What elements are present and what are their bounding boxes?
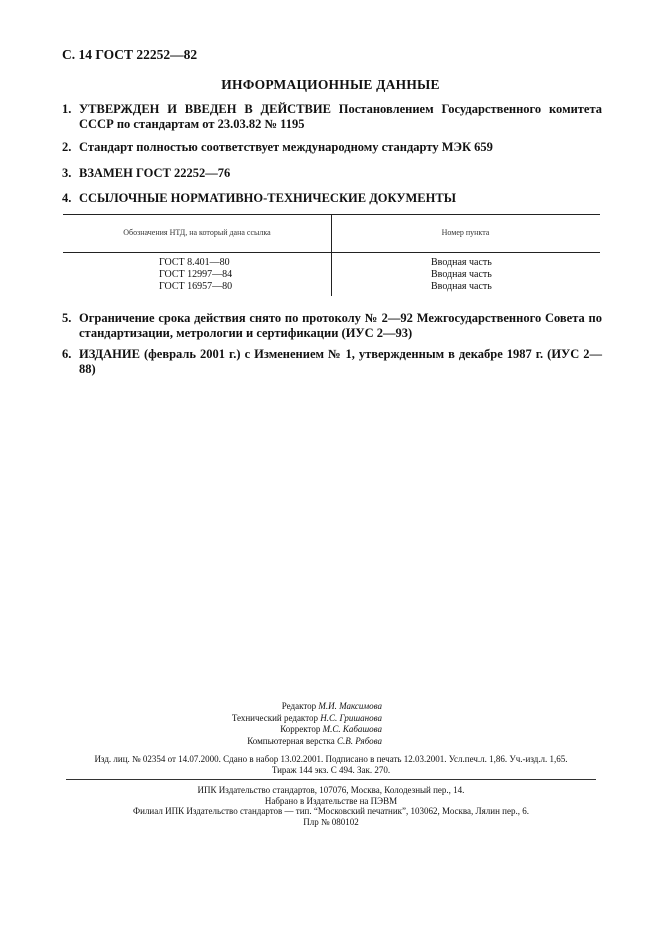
imprint-line-1: Изд. лиц. № 02354 от 14.07.2000. Сдано в набор 13.02.2001. Подписано в печать 12.03.2001. Усл.печ.л. 1,86. Уч.-изд.л. 1,65. (94, 754, 568, 764)
section-title: ИНФОРМАЦИОННЫЕ ДАННЫЕ (221, 77, 440, 92)
item-text (79, 102, 602, 132)
table-header-clause: Номер пункта (441, 228, 490, 237)
item-text (79, 347, 602, 377)
item-number: 4. (62, 191, 72, 205)
credit-role: Компьютерная верстка (247, 735, 335, 746)
publisher-line-1: ИПК Издательство стандартов, 107076, Москва, Колодезный пер., 14. (197, 785, 465, 795)
item-number: 6. (62, 347, 72, 361)
credit-name: Н.С. Гришанова (320, 712, 382, 723)
item-number: 1. (62, 102, 72, 116)
item-text: Стандарт полностью соответствует международному стандарту МЭК 659 (79, 140, 493, 154)
credit-line (160, 736, 500, 748)
item-text: ВЗАМЕН ГОСТ 22252—76 (79, 166, 231, 180)
item-lead: ИЗДАНИЕ (79, 347, 140, 361)
credit-role: Редактор (281, 701, 317, 711)
credit-role: Корректор (280, 724, 321, 734)
table-cell: ГОСТ 12997—84 (159, 269, 233, 280)
item-body: (февраль 2001 г.) с Изменением № 1, утвержденным в декабре 1987 г. (ИУС 2—88) (79, 347, 602, 376)
table-cell: Вводная часть (431, 281, 492, 292)
info-item-1 (62, 102, 602, 132)
table-column-clause (431, 257, 492, 293)
table-column-designation (159, 257, 232, 293)
divider (66, 779, 596, 780)
info-item-4 (62, 191, 602, 206)
publisher-line-3: Филиал ИПК Издательство стандартов — тип. “Московский печатник”, 103062, Москва, Лялин пер., 6. (133, 806, 529, 816)
imprint-line-2: Тираж 144 экз. С 494. Зак. 270. (271, 765, 391, 775)
publisher-line-2: Набрано в Издательстве на ПЭВМ (264, 796, 398, 806)
page-header: С. 14 ГОСТ 22252—82 (62, 47, 198, 62)
reference-table (63, 214, 600, 296)
item-body: Постановлением Государственного комитета СССР по стандартам от 23.03.82 № 1195 (79, 102, 603, 131)
item-lead: УТВЕРЖДЕН И ВВЕДЕН В ДЕЙСТВИЕ (79, 102, 331, 116)
table-cell: ГОСТ 8.401—80 (159, 257, 230, 268)
info-item-6 (62, 347, 602, 377)
item-text: ССЫЛОЧНЫЕ НОРМАТИВНО-ТЕХНИЧЕСКИЕ ДОКУМЕНТЫ (79, 191, 456, 205)
credit-name: М.С. Кабашова (322, 724, 382, 734)
credit-name: М.И. Максимова (318, 701, 382, 711)
credit-role: Технический редактор (231, 712, 319, 723)
editorial-credits (160, 701, 500, 747)
item-number: 5. (62, 311, 72, 325)
publisher-line-4: Плр № 080102 (303, 817, 359, 827)
credit-name: С.В. Рябова (337, 735, 382, 746)
table-cell: Вводная часть (431, 269, 492, 280)
item-number: 2. (62, 140, 72, 154)
info-item-3 (62, 166, 602, 181)
info-item-5 (62, 311, 602, 341)
credit-line (160, 701, 500, 713)
table-cell: ГОСТ 16957—80 (159, 281, 233, 292)
table-cell: Вводная часть (431, 257, 492, 268)
credit-line (160, 713, 500, 725)
table-column-divider (331, 214, 332, 296)
item-text: Ограничение срока действия снято по протоколу № 2—92 Межгосударственного Совета по стандартизации, метрологии и сертификации (ИУС 2—93) (79, 311, 602, 340)
info-item-2 (62, 140, 602, 155)
item-number: 3. (62, 166, 72, 180)
credit-line (160, 724, 500, 736)
table-header-designation: Обозначения НТД, на который дана ссылка (123, 228, 271, 237)
